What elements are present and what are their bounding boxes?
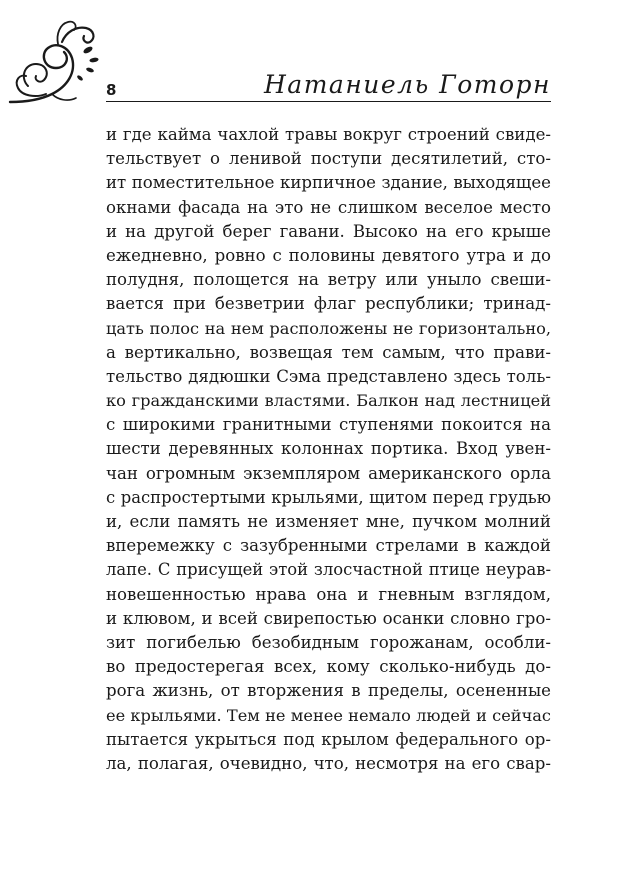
text-line: пытается укрыться под крылом федерального ор- bbox=[106, 729, 551, 749]
text-line: во предостерегая всех, кому сколько-нибудь до- bbox=[106, 657, 551, 677]
text-line: а вертикально, возвещая тем самым, что прави- bbox=[106, 342, 551, 362]
text-line: и на другой берег гавани. Высоко на его крыше bbox=[106, 221, 551, 241]
text-line: полудня, полощется на ветру или уныло свеши- bbox=[106, 270, 551, 290]
text-line: чан огромным экземпляром американского орла bbox=[106, 463, 551, 483]
text-line: рога жизнь, от вторжения в пределы, осененные bbox=[106, 681, 551, 701]
text-line: ит поместительное кирпичное здание, выходящее bbox=[106, 173, 551, 193]
text-line: с широкими гранитными ступенями покоится на bbox=[106, 415, 551, 435]
flourish-ornament-icon bbox=[6, 18, 106, 108]
text-line: и клювом, и всей свирепостью осанки словно гро- bbox=[106, 608, 551, 628]
text-line: окнами фасада на это не слишком веселое место bbox=[106, 197, 551, 217]
text-line: вперемежку с зазубренными стрелами в каждой bbox=[106, 536, 551, 556]
text-line: цать полос на нем расположены не горизонтально, bbox=[106, 318, 551, 338]
text-line: и, если память не изменяет мне, пучком молний bbox=[106, 512, 551, 531]
page-header bbox=[0, 0, 621, 110]
text-line: зит погибелью безобидным горожанам, особли- bbox=[106, 632, 551, 652]
text-line: лапе. С присущей этой злосчастной птице неурав- bbox=[106, 560, 551, 580]
text-line: тельствует о ленивой поступи десятилетий, сто- bbox=[106, 149, 551, 169]
body-text bbox=[106, 123, 551, 776]
running-head-author: Натаниель Готорн bbox=[264, 70, 551, 99]
text-line: тельство дядюшки Сэма представлено здесь толь- bbox=[106, 366, 551, 386]
text-line: вается при безветрии флаг республики; тринад- bbox=[106, 294, 551, 314]
text-line: ко гражданскими властями. Балкон над лестницей bbox=[106, 391, 551, 411]
text-line: ежедневно, ровно с половины девятого утра и до bbox=[106, 245, 551, 265]
text-line: новешенностью нрава она и гневным взглядом, bbox=[106, 584, 551, 604]
text-line: ее крыльями. Тем не менее немало людей и сейчас bbox=[106, 705, 551, 725]
header-rule bbox=[106, 101, 551, 102]
text-line: шести деревянных колоннах портика. Вход увен- bbox=[106, 439, 551, 459]
page-number: 8 bbox=[106, 81, 117, 99]
text-line: ла, полагая, очевидно, что, несмотря на его свар- bbox=[106, 753, 551, 773]
text-line: с распростертыми крыльями, щитом перед грудью bbox=[106, 487, 551, 507]
text-line: и где кайма чахлой травы вокруг строений свиде- bbox=[106, 125, 551, 144]
